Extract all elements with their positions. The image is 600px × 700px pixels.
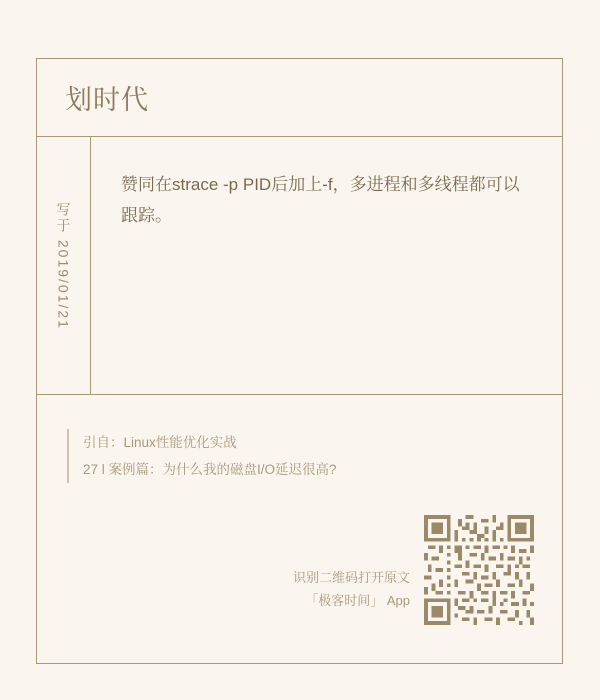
promo-text xyxy=(293,567,410,613)
source-article: 27 l 案例篇：为什么我的磁盘I/O延迟很高? xyxy=(83,462,337,477)
qr-code-icon[interactable] xyxy=(424,515,534,625)
promo-line-2: 「极客时间」 App xyxy=(305,592,410,608)
date-column xyxy=(37,137,91,394)
card-body-row xyxy=(37,137,562,395)
page-title: 划时代 xyxy=(65,85,149,115)
content-column xyxy=(91,137,562,394)
quote-card xyxy=(36,58,563,664)
source-block xyxy=(67,429,562,483)
source-row xyxy=(37,395,562,483)
card-title-row xyxy=(37,59,562,137)
promo-line-1: 识别二维码打开原文 xyxy=(292,570,410,585)
source-book: 引自：Linux性能优化实战 xyxy=(83,435,237,450)
quote-content: 赞同在strace -p PID后加上-f，多进程和多线程都可以跟踪。 xyxy=(121,175,520,226)
card-footer xyxy=(37,515,562,645)
date-label: 写于 2019/01/21 xyxy=(55,201,72,330)
